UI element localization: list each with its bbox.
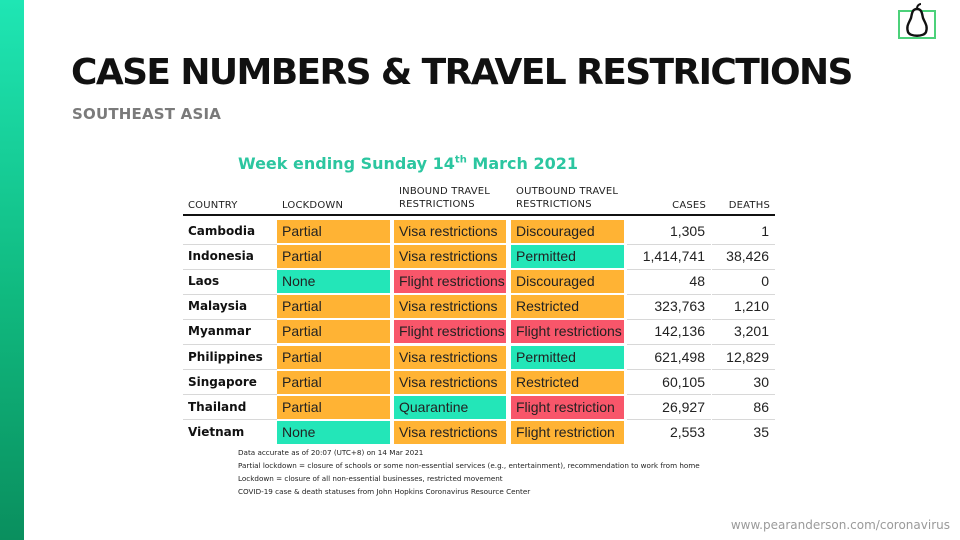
header-inbound-line1: INBOUND TRAVEL — [399, 186, 491, 197]
cell-lockdown: Partial — [277, 245, 390, 268]
cell-country: Myanmar — [188, 324, 251, 339]
week-heading-text: Week ending Sunday 14 — [238, 154, 455, 173]
cell-deaths: 38,426 — [726, 248, 769, 265]
cell-country: Philippines — [188, 349, 263, 364]
cell-lockdown: Partial — [277, 220, 390, 243]
cell-cases: 2,553 — [669, 423, 705, 440]
cell-lockdown: Partial — [277, 396, 390, 419]
cell-country: Thailand — [188, 399, 247, 414]
note-lockdown: Lockdown = closure of all non-essential businesses, restricted movement — [238, 474, 503, 483]
cell-deaths: 0 — [761, 273, 769, 290]
cell-lockdown: Partial — [277, 371, 390, 394]
cell-outbound: Flight restriction — [511, 396, 624, 419]
cell-inbound: Visa restrictions — [394, 371, 506, 394]
cell-country: Singapore — [188, 374, 257, 389]
table-notes — [238, 446, 700, 498]
cell-cases: 60,105 — [662, 373, 705, 390]
cell-inbound: Visa restrictions — [394, 245, 506, 268]
header-deaths: DEATHS — [728, 200, 770, 211]
cell-inbound: Flight restrictions — [394, 320, 506, 343]
accent-side-bar — [0, 0, 24, 540]
cell-lockdown: None — [277, 270, 390, 293]
cell-cases: 142,136 — [654, 323, 705, 340]
cell-deaths: 3,201 — [733, 323, 769, 340]
header-inbound-line2: RESTRICTIONS — [399, 199, 475, 210]
week-heading-ordinal: th — [454, 154, 467, 166]
cell-cases: 1,414,741 — [642, 248, 705, 265]
cell-inbound: Visa restrictions — [394, 295, 506, 318]
note-data-accuracy: Data accurate as of 20:07 (UTC+8) on 14 Mar 2021 — [238, 448, 424, 457]
note-partial-lockdown: Partial lockdown = closure of schools or some non-essential services (e.g., entertainment), recommendation to work from home — [238, 461, 700, 470]
cell-inbound: Quarantine — [394, 396, 506, 419]
header-inbound — [399, 185, 490, 211]
cell-outbound: Discouraged — [511, 270, 624, 293]
header-cases: CASES — [672, 200, 706, 211]
cell-deaths: 1 — [761, 223, 769, 239]
cell-outbound: Restricted — [511, 295, 624, 318]
cell-cases: 26,927 — [662, 398, 705, 415]
footer-url: www.pearanderson.com/coronavirus — [730, 518, 950, 532]
cell-cases: 323,763 — [654, 298, 705, 315]
cell-country: Vietnam — [188, 424, 245, 439]
note-source: COVID-19 case & death statuses from John Hopkins Coronavirus Resource Center — [238, 487, 531, 496]
cell-deaths: 12,829 — [726, 348, 769, 365]
cell-deaths: 35 — [753, 423, 769, 440]
header-outbound-line2: RESTRICTIONS — [516, 199, 592, 210]
cell-outbound: Flight restriction — [511, 421, 624, 444]
cell-inbound: Visa restrictions — [394, 421, 506, 444]
week-heading — [238, 154, 578, 173]
cell-cases: 48 — [689, 273, 705, 290]
slide-title: CASE NUMBERS & TRAVEL RESTRICTIONS — [71, 52, 852, 93]
cell-outbound: Restricted — [511, 371, 624, 394]
cell-inbound: Visa restrictions — [394, 220, 506, 243]
header-outbound — [516, 185, 618, 211]
cell-country: Indonesia — [188, 249, 254, 264]
cell-country: Laos — [188, 274, 220, 289]
cell-outbound: Permitted — [511, 346, 624, 369]
week-heading-rest: March 2021 — [466, 154, 578, 173]
cell-cases: 621,498 — [654, 348, 705, 365]
cell-country: Malaysia — [188, 299, 248, 314]
cell-deaths: 1,210 — [733, 298, 769, 315]
header-outbound-line1: OUTBOUND TRAVEL — [516, 186, 619, 197]
header-country: COUNTRY — [188, 200, 238, 211]
cell-inbound: Visa restrictions — [394, 346, 506, 369]
cell-cases: 1,305 — [669, 223, 705, 239]
slide-subtitle: SOUTHEAST ASIA — [72, 105, 222, 123]
cell-deaths: 86 — [753, 398, 769, 415]
cell-deaths: 30 — [753, 373, 769, 390]
header-divider — [183, 214, 775, 216]
cell-lockdown: Partial — [277, 346, 390, 369]
cell-lockdown: Partial — [277, 320, 390, 343]
cell-lockdown: Partial — [277, 295, 390, 318]
cell-outbound: Flight restrictions — [511, 320, 624, 343]
cell-country: Cambodia — [188, 224, 256, 238]
pear-icon — [898, 3, 936, 39]
cell-outbound: Discouraged — [511, 220, 624, 243]
cell-lockdown: None — [277, 421, 390, 444]
cell-outbound: Permitted — [511, 245, 624, 268]
header-lockdown: LOCKDOWN — [282, 200, 344, 211]
cell-inbound: Flight restrictions — [394, 270, 506, 293]
